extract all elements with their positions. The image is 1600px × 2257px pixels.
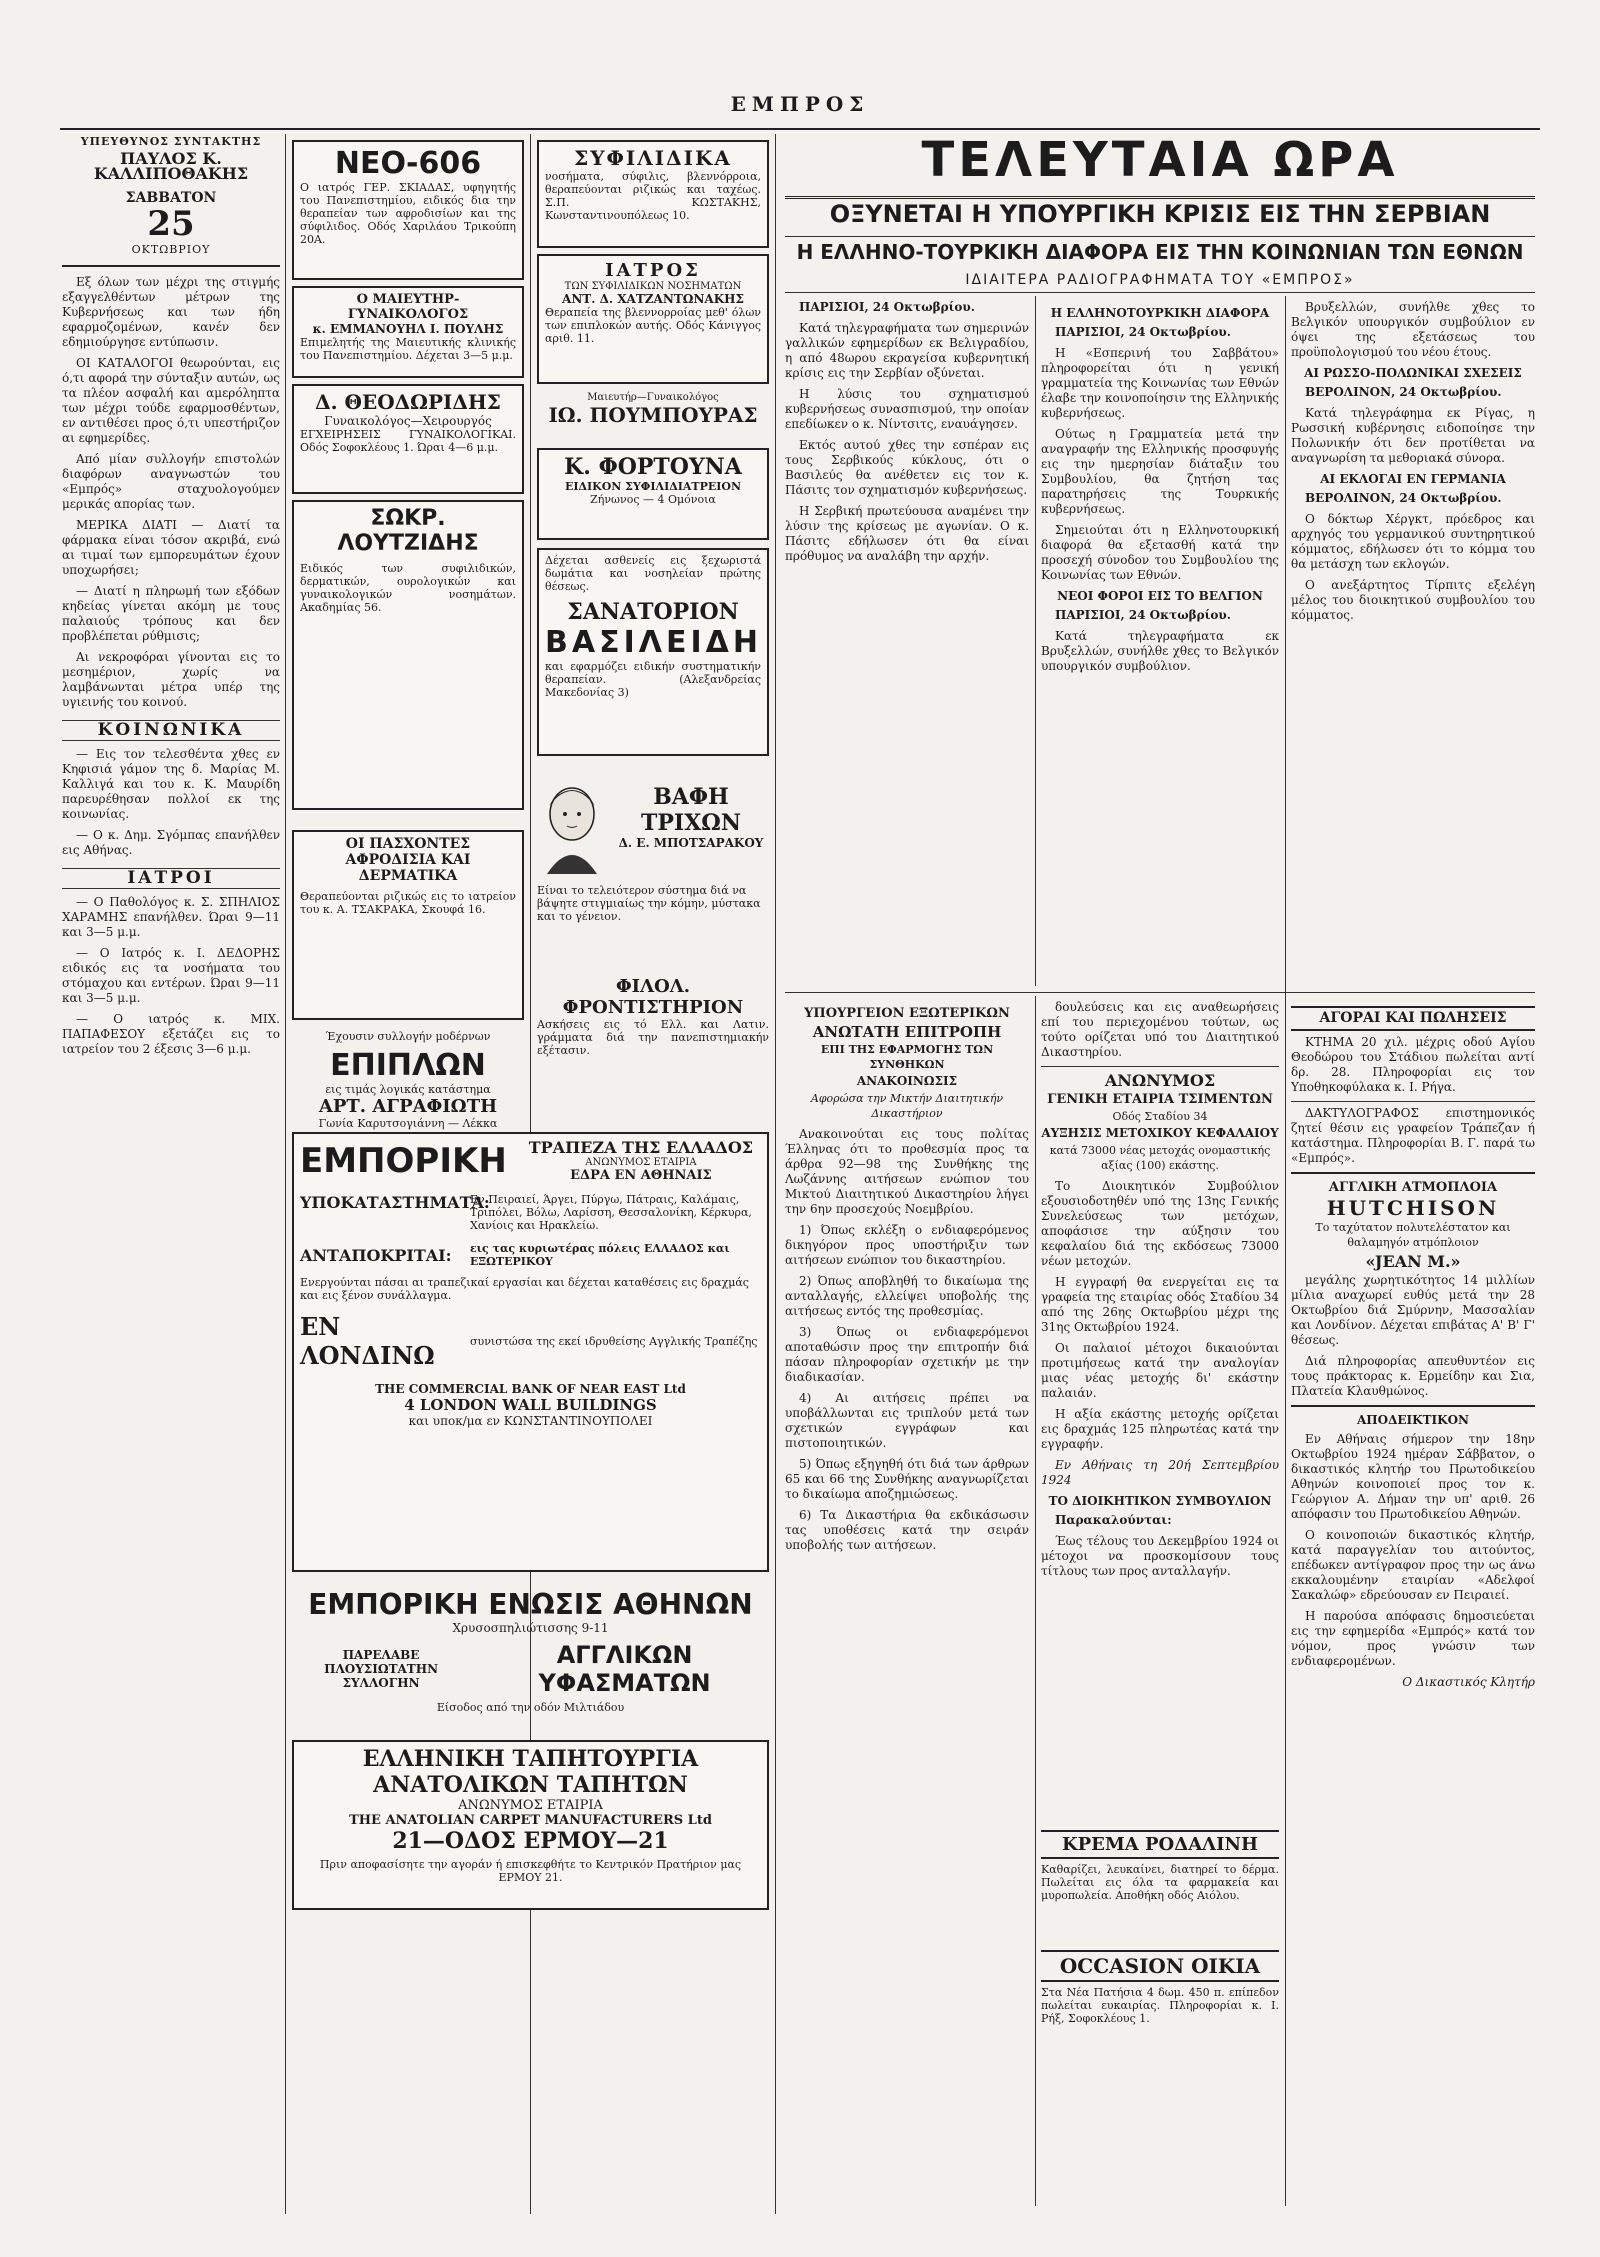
notice-subtitle: ΑΝΑΚΟΙΝΩΣΙΣ — [856, 1074, 958, 1088]
issue-date: 25 — [147, 204, 195, 244]
paragraph: Από μίαν συλλογήν επιστολών διαφόρων αναγνωστών του «Εμπρός» σταχυολογούμεν μερικάς απορίας των. — [62, 452, 280, 511]
paragraph: δουλεύσεις και εις αναθεωρήσεις επί του περιεχομένου τούτων, ως τούτο ορίζεται υπό του Διαιτητικού Δικαστηρίου. — [1041, 1000, 1279, 1059]
subheading: Η ΕΛΛΗΝΟΤΟΥΡΚΙΚΗ ΔΙΑΦΟΡΑ — [1050, 306, 1270, 320]
paragraph: — Εις τον τελεσθέντα χθες εν Κηφισιά γάμον της δ. Μαρίας Μ. Καλλιγά και του κ. Κ. Μαυρίδη παρευρέθησαν πολλοί εκ της κοινωνίας. — [62, 747, 280, 821]
ad-frontistirion — [537, 976, 769, 1057]
ad-body: και εφαρμόζει ειδικήν συστηματικήν θεραπείαν. (Αλεξανδρείας Μακεδονίας 3) — [545, 660, 761, 699]
column-divider — [1035, 296, 1036, 986]
ad-maieutir — [292, 286, 524, 378]
ad-name: Δ. Ε. ΜΠΟΤΣΑΡΑΚΟΥ — [618, 836, 764, 850]
ship-name: «JEAN M.» — [1365, 1252, 1461, 1271]
cement-notice — [1041, 1000, 1279, 1820]
section-social: ΚΟΙΝΩΝΙΚΑ — [62, 720, 280, 741]
ad-emporiki-enosis — [292, 1588, 769, 1714]
paragraph: Ο δόκτωρ Χέργκτ, πρόεδρος και αρχηγός του γερμανικού συντηρητικού κόμματος, εδήλωσεν ότι το κόμμα του θα μετάσχη των εκλογών. — [1291, 512, 1535, 571]
ad-occasion — [1041, 1950, 1279, 2025]
paragraph: ΟΙ ΚΑΤΑΛΟΓΟΙ θεωρούνται, εις ό,τι αφορά την σύνταξιν αυτών, ως τα πλέον ασφαλή και αμερόληπτα των μέχρι τούδε εφαρμοσθέντων, εν αντιθέσει προς ό,τι υπεστήριζον αι εφημερίδες. — [62, 356, 280, 445]
ad-neo606 — [292, 140, 524, 280]
ad-name: HUTCHISON — [1326, 1196, 1500, 1220]
bank-type: ΑΝΩΝΥΜΟΣ ΕΤΑΙΡΙΑ — [585, 1157, 697, 1168]
london-label: ΕΝ ΛΟΝΔΙΝΩ — [300, 1312, 435, 1370]
ad-line: ΕΛΛΗΝΙΚΗ ΤΑΠΗΤΟΥΡΓΙΑ — [362, 1746, 699, 1772]
notice-subtitle: ΕΠΙ ΤΗΣ ΕΦΑΡΜΟΓΗΣ ΤΩΝ ΣΥΝΘΗΚΩΝ — [820, 1043, 994, 1071]
ad-afrodisia — [292, 830, 524, 1020]
ad-title: ΚΡΕΜΑ ΡΟΔΑΛΙΝΗ — [1041, 1830, 1279, 1859]
notice-subtitle: ΑΥΞΗΣΙΣ ΜΕΤΟΧΙΚΟΥ ΚΕΦΑΛΑΙΟΥ — [1041, 1126, 1279, 1140]
ad-body: Καθαρίζει, λευκαίνει, διατηρεί το δέρμα. Πωλείται εις όλα τα φαρμακεία και μυροπωλεία. Αποθήκη οδός Αιόλου. — [1041, 1863, 1279, 1902]
ad-title: ΣΑΝΑΤΟΡΙΟΝ — [567, 599, 739, 625]
ad-title: ΒΑΦΗ ΤΡΙΧΩΝ — [641, 784, 741, 836]
note-head: Παρακαλούνται: — [1055, 1513, 1172, 1527]
ad-poumpouras — [537, 392, 769, 427]
ad-body: Ασκήσεις εις τό Ελλ. και Λατιν. γράμματα διά την πανεπιστημιακήν εξέτασιν. — [537, 1018, 769, 1057]
paragraph: Ο ανεξάρτητος Τίρπιτς εξελέγη μέλος του διοικητικού συμβουλίου του κόμματος. — [1291, 578, 1535, 622]
ad-body: Ο ιατρός ΓΕΡ. ΣΚΙΑΔΑΣ, υφηγητής του Πανεπιστημίου, ειδικός δια την θεραπείαν των αφροδισίων και της σύφιλιδος. Οδός Χαριλάου Τρικούπη 20Α. — [300, 181, 516, 246]
paragraph: Η λύσις του σχηματισμού κυβερνήσεως συνασπισμού, την οποίαν επεδίωκεν ο κ. Νίντσιτς, εναυάγησεν. — [785, 387, 1029, 431]
ad-body: Ζήνωνος — 4 Ομόνοια — [590, 493, 716, 506]
ad-title: Δ. ΘΕΟΔΩΡΙΔΗΣ — [315, 390, 501, 414]
ad-subtitle: Γυναικολόγος—Χειρουργός — [324, 414, 492, 428]
ad-body: Στα Νέα Πατήσια 4 δωμ. 450 π. επίπεδον πωλείται ευκαιρίας. Πληροφορίαι κ. Ι. Ρήξ, Σοφοκλέους 1. — [1041, 1986, 1279, 2025]
ad-epiplon — [292, 1048, 524, 1130]
ad-body: Το ταχύτατον πολυτελέστατον και θαλαμηγόν ατμόπλοιον — [1315, 1221, 1511, 1249]
classifieds-column — [1291, 1000, 1535, 2200]
paragraph: 3) Όπως οι ενδιαφερόμενοι αποταθώσιν προς την επιτροπήν διά πάσαν πληροφορίαν σχετικήν με την διαδικασίαν. — [785, 1325, 1029, 1384]
bank-address: 4 LONDON WALL BUILDINGS — [404, 1396, 657, 1414]
column-divider — [285, 134, 286, 2214]
ad-title: ΝΕΟ-606 — [334, 146, 482, 181]
paragraph: Η «Εσπερινή του Σαββάτου» πληροφορείται ότι η γενική γραμματεία της Κοινωνίας των Εθνών έλαβε την κοινοποίησιν της Ελληνικής κυβερνήσεως. — [1041, 346, 1279, 420]
paragraph: Η εγγραφή θα ενεργείται εις τα γραφεία της εταιρίας οδός Σταδίου 34 από της 26ης Οκτωβρίου μέχρι της 31ης Οκτωβρίου 1924. — [1041, 1275, 1279, 1334]
branches-label: ΥΠΟΚΑΤΑΣΤΗΜΑΤΑ: — [300, 1193, 490, 1212]
masthead-rule — [60, 128, 1540, 130]
paragraph: Κατά τηλεγράφημα εκ Ρίγας, η Ρωσσική κυβέρνησις ειδοποίησε την Πολωνικήν ότι δεν προτίθεται να αναγνωρίση τα μεθοριακά σύνορα. — [1291, 406, 1535, 465]
notice-title: ΑΝΩΝΥΜΟΣ — [1104, 1071, 1216, 1090]
paragraph: Ο κοινοποιών δικαστικός κλητήρ, κατά παραγγελίαν του αιτούντος, επέδωκεν αντίγραφον προς την ως άνω εκκαλουμένην εταιρίαν «Αδελφοί Σακαλώφ» εδρεύουσαν εν Πειραιεί. — [1291, 1528, 1535, 1602]
ad-krema — [1041, 1830, 1279, 1902]
paragraph: Διά πληροφορίας απευθυντέον εις τους πράκτορας κ. Ερμείδην και Σια, Πλατεία Κλαυθμώνος. — [1291, 1354, 1535, 1398]
notice-subtitle: ΑΝΩΤΑΤΗ ΕΠΙΤΡΟΠΗ — [812, 1023, 1002, 1041]
news-column-3 — [1291, 300, 1535, 990]
ad-body: Είναι το τελειότερον σύστημα διά να βάψητε στιγμιαίως την κόμην, μύστακα και το γένειον. — [537, 884, 761, 923]
classifieds-title: ΑΓΟΡΑΙ ΚΑΙ ΠΩΛΗΣΕΙΣ — [1291, 1006, 1535, 1031]
bank-seat: ΕΔΡΑ ΕΝ ΑΘΗΝΑΙΣ — [570, 1168, 712, 1183]
ad-body: Γωνία Καρυτσογιάννη — Λέκκα — [318, 1117, 498, 1130]
paragraph: — Ο κ. Δημ. Σγόμπας επανήλθεν εις Αθήνας. — [62, 828, 280, 857]
ad-syfilidika — [537, 140, 769, 248]
paragraph: Σημειούται ότι η Ελληνοτουρκική διαφορά θα εξετασθή κατά την προσεχή σύνοδον του Συμβουλίου της Κοινωνίας των Εθνών. — [1041, 523, 1279, 582]
paragraph: — Ο Παθολόγος κ. Σ. ΣΠΗΛΙΟΣ ΧΑΡΑΜΗΣ επανήλθεν. Ώραι 9—11 και 3—5 μ.μ. — [62, 895, 280, 939]
ad-anatolian-carpets — [292, 1740, 769, 1910]
ad-body: Θεραπεύονται ριζικώς εις το ιατρείον του κ. Α. ΤΣΑΚΡΑΚΑ, Σκουφά 16. — [300, 890, 516, 916]
decl-title: ΑΠΟΔΕΙΚΤΙΚΟΝ — [1357, 1413, 1469, 1427]
bank-london-name: THE COMMERCIAL BANK OF NEAR EAST Ltd — [375, 1382, 686, 1396]
subheading: ΑΙ ΡΩΣΣΟ-ΠΟΛΩΝΙΚΑΙ ΣΧΕΣΕΙΣ — [1304, 366, 1522, 380]
news-column-1 — [785, 300, 1029, 990]
correspondents-label: ΑΝΤΑΠΟΚΡΙΤΑΙ: — [300, 1245, 452, 1265]
subheading: ΝΕΟΙ ΦΟΡΟΙ ΕΙΣ ΤΟ ΒΕΛΓΙΟΝ — [1057, 589, 1263, 603]
signature: Ο Δικαστικός Κλητήρ — [1402, 1675, 1535, 1689]
ad-title: ΣΥΦΙΛΙΔΙΚΑ — [574, 146, 732, 170]
divider — [62, 265, 280, 267]
dateline: ΒΕΡΟΛΙΝΟΝ, 24 Οκτωβρίου. — [1305, 385, 1502, 399]
notice-subtitle: Οδός Σταδίου 34 — [1112, 1110, 1208, 1123]
ad-subtitle: ΑΦΡΟΔΙΣΙΑ ΚΑΙ ΔΕΡΜΑΤΙΚΑ — [345, 852, 471, 884]
news-column-2 — [1041, 300, 1279, 990]
headline-greco-turkish: Η ΕΛΛΗΝΟ-ΤΟΥΡΚΙΚΗ ΔΙΑΦΟΡΑ ΕΙΣ ΤΗΝ ΚΟΙΝΩΝΙΑΝ ΤΩΝ ΕΘΝΩΝ — [796, 240, 1524, 264]
paragraph: 2) Όπως αποβληθή το δικαίωμα της ανταλλαγής, ελλείψει υποβολής της αιτήσεως εντός της προθεσμίας. — [785, 1274, 1029, 1318]
ad-name: ΒΑΣΙΛΕΙΔΗ — [545, 625, 762, 660]
ad-fortouna — [537, 448, 769, 540]
paragraph: Η παρούσα απόφασις δημοσιεύεται εις την εφημερίδα «Εμπρός» κατά τον νόμον, προς γνώσιν των ενδιαφερομένων. — [1291, 1609, 1535, 1668]
editor-label: ΥΠΕΥΘΥΝΟΣ ΣΥΝΤΑΚΤΗΣ — [80, 135, 262, 148]
dateline: ΠΑΡΙΣΙΟΙ, 24 Οκτωβρίου. — [1055, 325, 1231, 339]
ad-name: ΑΡΤ. ΑΓΡΑΦΙΩΤΗ — [318, 1096, 498, 1117]
paragraph: 5) Όπως εξηγηθή ότι διά των άρθρων 65 και 66 της Συνθήκης αναγνωρίζεται το δικαίωμα αποζημιώσεως. — [785, 1457, 1029, 1501]
paragraph: 1) Όπως εκλέξη ο ενδιαφερόμενος δικηγόρον προς υποστήριξιν των αιτήσεων ενώπιον του δικαστηρίου. — [785, 1223, 1029, 1267]
ad-title: ΕΜΠΟΡΙΚΗ ΕΝΩΣΙΣ ΑΘΗΝΩΝ — [308, 1588, 753, 1621]
ad-left-line2: ΠΛΟΥΣΙΩΤΑΤΗΝ ΣΥΛΛΟΓΗΝ — [324, 1662, 439, 1690]
paragraph: — Ο Ιατρός κ. Ι. ΔΕΔΟΡΗΣ ειδικός εις τα νοσήματα του στόμαχου και εντέρων. Ώραι 9—11 και 3—5 μ.μ. — [62, 946, 280, 1005]
ad-title: ΑΓΓΛΙΚΗ ΑΤΜΟΠΛΟΙΑ — [1328, 1180, 1498, 1195]
bank-name-right: ΤΡΑΠΕΖΑ ΤΗΣ ΕΛΛΑΔΟΣ — [528, 1138, 754, 1157]
epiplon-intro: Έχουσιν συλλογήν μοδέρνων — [325, 1030, 491, 1043]
paragraph: — Ο ιατρός κ. ΜΙΧ. ΠΑΠΑΦΕΣΟΥ εξετάζει εις το ιατρείον του 2 έξεσις 3—6 μ.μ. — [62, 1012, 280, 1056]
ministry-notice — [785, 1000, 1029, 2200]
ad-line: 21—ΟΔΟΣ ΕΡΜΟΥ—21 — [392, 1828, 669, 1854]
ad-title: ΙΩ. ΠΟΥΜΠΟΥΡΑΣ — [548, 403, 758, 427]
banner-headline: ΤΕΛΕΥΤΑΙΑ ΩΡΑ — [921, 132, 1399, 188]
ad-title: ΦΙΛΟΛ. ΦΡΟΝΤΙΣΤΗΡΙΟΝ — [562, 976, 744, 1018]
headline-radiograms: ΙΔΙΑΙΤΕΡΑ ΡΑΔΙΟΓΡΑΦΗΜΑΤΑ ΤΟΥ «ΕΜΠΡΟΣ» — [965, 272, 1355, 288]
ad-body: Θεραπεία της βλεννορροίας μεθ' όλων των επιπλοκών αυτής. Οδός Κάνιγγος αριθ. 11. — [545, 306, 761, 345]
issue-month: ΟΚΤΩΒΡΙΟΥ — [131, 243, 211, 256]
paragraph: Κατά τηλεγραφήματα εκ Βρυξελλών, συνήλθε χθες το Βελγικόν υπουργικόν συμβούλιον. — [1041, 629, 1279, 673]
ad-subtitle: Χρυσοσπηλιώτισσης 9-11 — [452, 1621, 609, 1635]
paragraph: Εν Αθήναις σήμερον την 18ην Οκτωβρίου 1924 ημέραν Σάββατον, ο δικαστικός κλητήρ του Πρωτοδικείου Αθηνών κοινοποιεί προς τον κ. Γεώργιον Α. Δήμαν την υπ' αριθ. 26 απόφασιν του Πρωτοδικείου Αθηνών. — [1291, 1432, 1535, 1521]
paragraph: Κατά τηλεγραφήματα των σημερινών γαλλικών εφημερίδων εκ Βελιγραδίου, η από 48ωρου εκραγείσα κυβερνητική κρίσις εις την Σερβίαν οξύνεται. — [785, 321, 1029, 380]
ad-body: Ειδικός των συφιλιδικών, δερματικών, ουρολογικών και γυναικολογικών νοσημάτων. Ακαδημίας 56. — [300, 562, 516, 614]
headline-serbia: ΟΞΥΝΕΤΑΙ Η ΥΠΟΥΡΓΙΚΗ ΚΡΙΣΙΣ ΕΙΣ ΤΗΝ ΣΕΡΒΙΑΝ — [829, 200, 1491, 228]
ad-title: OCCASION ΟΙΚΙΑ — [1041, 1950, 1279, 1982]
board-signature: ΤΟ ΔΙΟΙΚΗΤΙΚΟΝ ΣΥΜΒΟΥΛΙΟΝ — [1048, 1494, 1272, 1508]
ad-name: κ. ΕΜΜΑΝΟΥΗΛ Ι. ΠΟΥΛΗΣ — [312, 322, 504, 336]
paragraph: ΜΕΡΙΚΑ ΔΙΑΤΙ — Διατί τα φάρμακα είναι τόσον ακριβά, ενώ αι τιμαί των εμπορευμάτων έχουν υποχωρήσει; — [62, 518, 280, 577]
editor-name: ΠΑΥΛΟΣ Κ. ΚΑΛΛΙΠΟΘΑΚΗΣ — [93, 149, 249, 183]
paragraph: Η Σερβική πρωτεύουσα αναμένει την λύσιν της κρίσεως με αγωνίαν. Ο κ. Πάσιτς εδήλωσεν ότι θα είναι πρόθυμος να αναλάβη την αρχήν. — [785, 504, 1029, 563]
paragraph: Βρυξελλών, συνήλθε χθες το Βελγικόν υπουργικόν συμβούλιον εν όψει της εξετάσεως του προϋπολογισμού του νέου έτους. — [1291, 300, 1535, 359]
notice-title: ΥΠΟΥΡΓΕΙΟΝ ΕΞΩΤΕΡΙΚΩΝ — [804, 1006, 1010, 1021]
ad-subtitle: ΤΩΝ ΣΥΦΙΛΙΔΙΚΩΝ ΝΟΣΗΜΑΤΩΝ — [564, 281, 742, 292]
ad-title: Ο ΜΑΙΕΥΤΗΡ-ΓΥΝΑΙΚΟΛΟΓΟΣ — [347, 292, 469, 322]
masthead-title: ΕΜΠΡΟΣ — [730, 92, 870, 116]
paragraph: 6) Τα Δικαστήρια θα εκδικάσωσιν τας υποθέσεις κατά την σειράν υποβολής των αιτήσεων. — [785, 1508, 1029, 1552]
ad-title: Κ. ΦΟΡΤΟΥΝΑ — [564, 454, 742, 480]
paragraph: Εξ όλων των μέχρι της στιγμής εξαγγελθέντων μέτρων της Κυβερνήσεως και των ήδη εφαρμοζομένων, κανέν δεν εδημιούργησε εντύπωσιν. — [62, 275, 280, 349]
bank-constantinople: και υποκ/μα εν ΚΩΝΣΤΑΝΤΙΝΟΥΠΟΛΕΙ — [408, 1414, 653, 1428]
ad-body: Πριν αποφασίσητε την αγοράν ή επισκεφθήτε το Κεντρικόν Πρατήριον μας ΕΡΜΟΥ 21. — [319, 1858, 742, 1884]
classified-item: ΔΑΚΤΥΛΟΓΡΑΦΟΣ επιστημονικός ζητεί θέσιν εις γραφείον Τράπεζαν ή κατάστημα. Πληροφορίαι Β. Γ. παρά τω «Εμπρός». — [1291, 1106, 1535, 1165]
dateline: ΠΑΡΙΣΙΟΙ, 24 Οκτωβρίου. — [1055, 608, 1231, 622]
paragraph: 4) Αι αιτήσεις πρέπει να υποβάλλωνται εις τριπλούν μετά των σχετικών εγγράφων και πιστοποιητικών. — [785, 1391, 1029, 1450]
ad-line: THE ANATOLIAN CARPET MANUFACTURERS Ltd — [349, 1813, 712, 1828]
rule — [785, 236, 1535, 237]
subheading: ΑΙ ΕΚΛΟΓΑΙ ΕΝ ΓΕΡΜΑΝΙΑ — [1320, 472, 1506, 486]
ad-commercial-bank — [292, 1132, 769, 1572]
portrait-illustration — [537, 776, 607, 876]
paragraph: μεγάλης χωρητικότητος 14 μιλλίων μίλια αναχωρεί ευθύς μετά την 28 Οκτωβρίου διά Σμύρνην, Μασσαλίαν και Λονδίνον. Δέχεται επιβάτας Α' Β' Γ' θέσεως. — [1291, 1273, 1535, 1347]
bank-footer: Ενεργούνται πάσαι αι τραπεζικαί εργασίαι και δέχεται καταθέσεις εις δραχμάς και εις ξένον συνάλλαγμα. — [300, 1276, 749, 1302]
section-doctors: ΙΑΤΡΟΙ — [62, 868, 280, 889]
paragraph: — Διατί η πληρωμή των εξόδων κηδείας γίνεται ακόμη με τους παλαιούς τρόπους και δεν προβλέπεται ρύθμισις; — [62, 584, 280, 643]
correspondents-text: εις τας κυριωτέρας πόλεις ΕΛΛΑΔΟΣ και ΕΞΩΤΕΡΙΚΟΥ — [470, 1242, 730, 1268]
ad-loutzidis — [292, 500, 524, 810]
ad-title: ΕΠΙΠΛΩΝ — [330, 1048, 486, 1083]
paragraph: Ούτως η Γραμματεία μετά την αναγραφήν της Ελληνικής προσφυγής εις την ημερησίαν διάταξιν του Συμβουλίου, θα ζητήση τας παρατηρήσεις της Τουρκικής κυβερνήσεως. — [1041, 427, 1279, 516]
ad-body: ΕΓΧΕΙΡΗΣΕΙΣ ΓΥΝΑΙΚΟΛΟΓΙΚΑΙ. Οδός Σοφοκλέους 1. Ώραι 4—6 μ.μ. — [300, 428, 516, 454]
notice-subtitle: Αφορώσα την Μικτήν Διαιτητικήν Δικαστήριον — [810, 1092, 1004, 1120]
ad-left-line1: ΠΑΡΕΛΑΒΕ — [342, 1648, 420, 1662]
ad-theodoridis — [292, 384, 524, 494]
ad-sanatorion — [537, 548, 769, 756]
signoff: Εν Αθήναις τη 20ή Σεπτεμβρίου 1924 — [1041, 1458, 1279, 1487]
paragraph: Το Διοικητικόν Συμβούλιον εξουσιοδοτηθέν υπό της 13ης Γενικής Συνελεύσεως των μετόχων, αποφάσισε την αύξησιν του κεφαλαίου διά της εκδόσεως 73000 νέων μετοχών. — [1041, 1179, 1279, 1268]
ad-name: ΑΝΤ. Δ. ΧΑΤΖΑΝΤΩΝΑΚΗΣ — [562, 292, 744, 306]
left-column — [62, 134, 280, 2214]
ad-title: ΟΙ ΠΑΣΧΟΝΤΕΣ — [345, 836, 471, 852]
column-divider — [1035, 996, 1036, 2206]
bank-name-left: ΕΜΠΟΡΙΚΗ — [300, 1140, 507, 1181]
ad-subtitle: ΕΙΔΙΚΟΝ ΣΥΦΙΛΙΔΙΑΤΡΕΙΟΝ — [564, 480, 742, 493]
ad-title: ΙΑΤΡΟΣ — [605, 260, 701, 281]
ad-body: Επιμελητής της Μαιευτικής κλινικής του Πανεπιστημίου. Δέχεται 3—5 μ.μ. — [300, 336, 516, 362]
classified-item: ΚΤΗΜΑ 20 χιλ. μέχρις οδού Αγίου Θεοδώρου του Στάδιου πωλείται αντί δρ. 28. Πληροφορίαι εις τον Υποθηκοφύλακα κ. Ι. Ρήγα. — [1291, 1035, 1535, 1094]
london-body: συνιστώσα της εκεί ιδρυθείσης Αγγλικής Τραπέζης — [470, 1334, 758, 1348]
paragraph: Έως τέλους του Δεκεμβρίου 1924 οι μέτοχοι να προσκομίσουν τους τίτλους των προς ανταλλαγήν. — [1041, 1534, 1279, 1578]
ad-iatros — [537, 254, 769, 384]
notice-subtitle: κατά 73000 νέας μετοχάς ονομαστικής αξίας (100) εκάστης. — [1049, 1144, 1271, 1172]
rule — [785, 992, 1535, 993]
ad-subtitle: Μαιευτήρ—Γυναικολόγος — [587, 392, 719, 403]
paragraph: Αι νεκροφόραι γίνονται εις το μεσημέριον, χωρίς να λαμβάνωνται μέτρα υπέρ της υγιεινής του κοινού. — [62, 650, 280, 709]
ad-footer: Είσοδος από την οδόν Μιλτιάδου — [436, 1701, 625, 1714]
ad-body: νοσήματα, σύφιλις, βλεννόρροια, θεραπεύονται ριζικώς και ταχέως. Σ.Π. ΚΩΣΤΑΚΗΣ, Κωνσταντινουπόλεως 10. — [545, 170, 761, 222]
paragraph: Οι παλαιοί μέτοχοι δικαιούνται προτιμήσεως κατά την αναλογίαν μιας νέας μετοχής δι' εκάστην παλαιάν. — [1041, 1341, 1279, 1400]
notice-title: ΓΕΝΙΚΗ ΕΤΑΙΡΙΑ ΤΣΙΜΕΝΤΩΝ — [1047, 1092, 1273, 1107]
ad-highlight: ΑΓΓΛΙΚΩΝ ΥΦΑΣΜΑΤΩΝ — [538, 1641, 711, 1697]
paragraph: Ανακοινούται εις τους πολίτας Έλληνας ότι το προθεσμία προς τα άρθρα 92—98 της Συνθήκης της Λωζάννης αιτήσεων ενώπιον του Μικτού Διαιτητικού Δικαστηρίου λήγει την 6ην προσεχούς Νοεμβρίου. — [785, 1127, 1029, 1216]
ad-title: ΣΩΚΡ. ΛΟΥΤΖΙΔΗΣ — [337, 506, 479, 556]
ad-vafi — [537, 766, 769, 966]
banner-rule — [785, 196, 1535, 199]
ad-line: ΑΝΑΤΟΛΙΚΩΝ ΤΑΠΗΤΩΝ — [373, 1772, 688, 1798]
branches-list: Εν Πειραιεί, Άργει, Πύργω, Πάτραις, Καλάμαις, Τριπόλει, Βόλω, Λαρίσση, Θεσσαλονίκη, Κέρκυρα, Χανίοις και Ηρακλείω. — [470, 1193, 752, 1232]
issue-day: ΣΑΒΒΑΤΟΝ — [125, 190, 217, 206]
ad-intro: Δέχεται ασθενείς εις ξεχωριστά δωμάτια και νοσηλείαν πρώτης θέσεως. — [545, 554, 761, 593]
dateline: ΒΕΡΟΛΙΝΟΝ, 24 Οκτωβρίου. — [1305, 491, 1502, 505]
ad-subtitle: εις τιμάς λογικάς κατάστημα — [325, 1083, 491, 1096]
column-divider — [1285, 296, 1286, 2206]
paragraph: Εκτός αυτού χθες την εσπέραν εις τους Σερβικούς κύκλους, ότι ο Βασιλεύς θα ανέθετεν εις τον κ. Πάσιτς τον σχηματισμόν κυβερνήσεως. — [785, 438, 1029, 497]
column-divider — [775, 134, 776, 2214]
rule — [785, 292, 1535, 293]
ad-line: ΑΝΩΝΥΜΟΣ ΕΤΑΙΡΙΑ — [458, 1798, 603, 1813]
paragraph: Η αξία εκάστης μετοχής ορίζεται εις δραχμάς 125 πληρωτέας κατά την εγγραφήν. — [1041, 1407, 1279, 1451]
dateline: ΠΑΡΙΣΙΟΙ, 24 Οκτωβρίου. — [799, 300, 975, 314]
